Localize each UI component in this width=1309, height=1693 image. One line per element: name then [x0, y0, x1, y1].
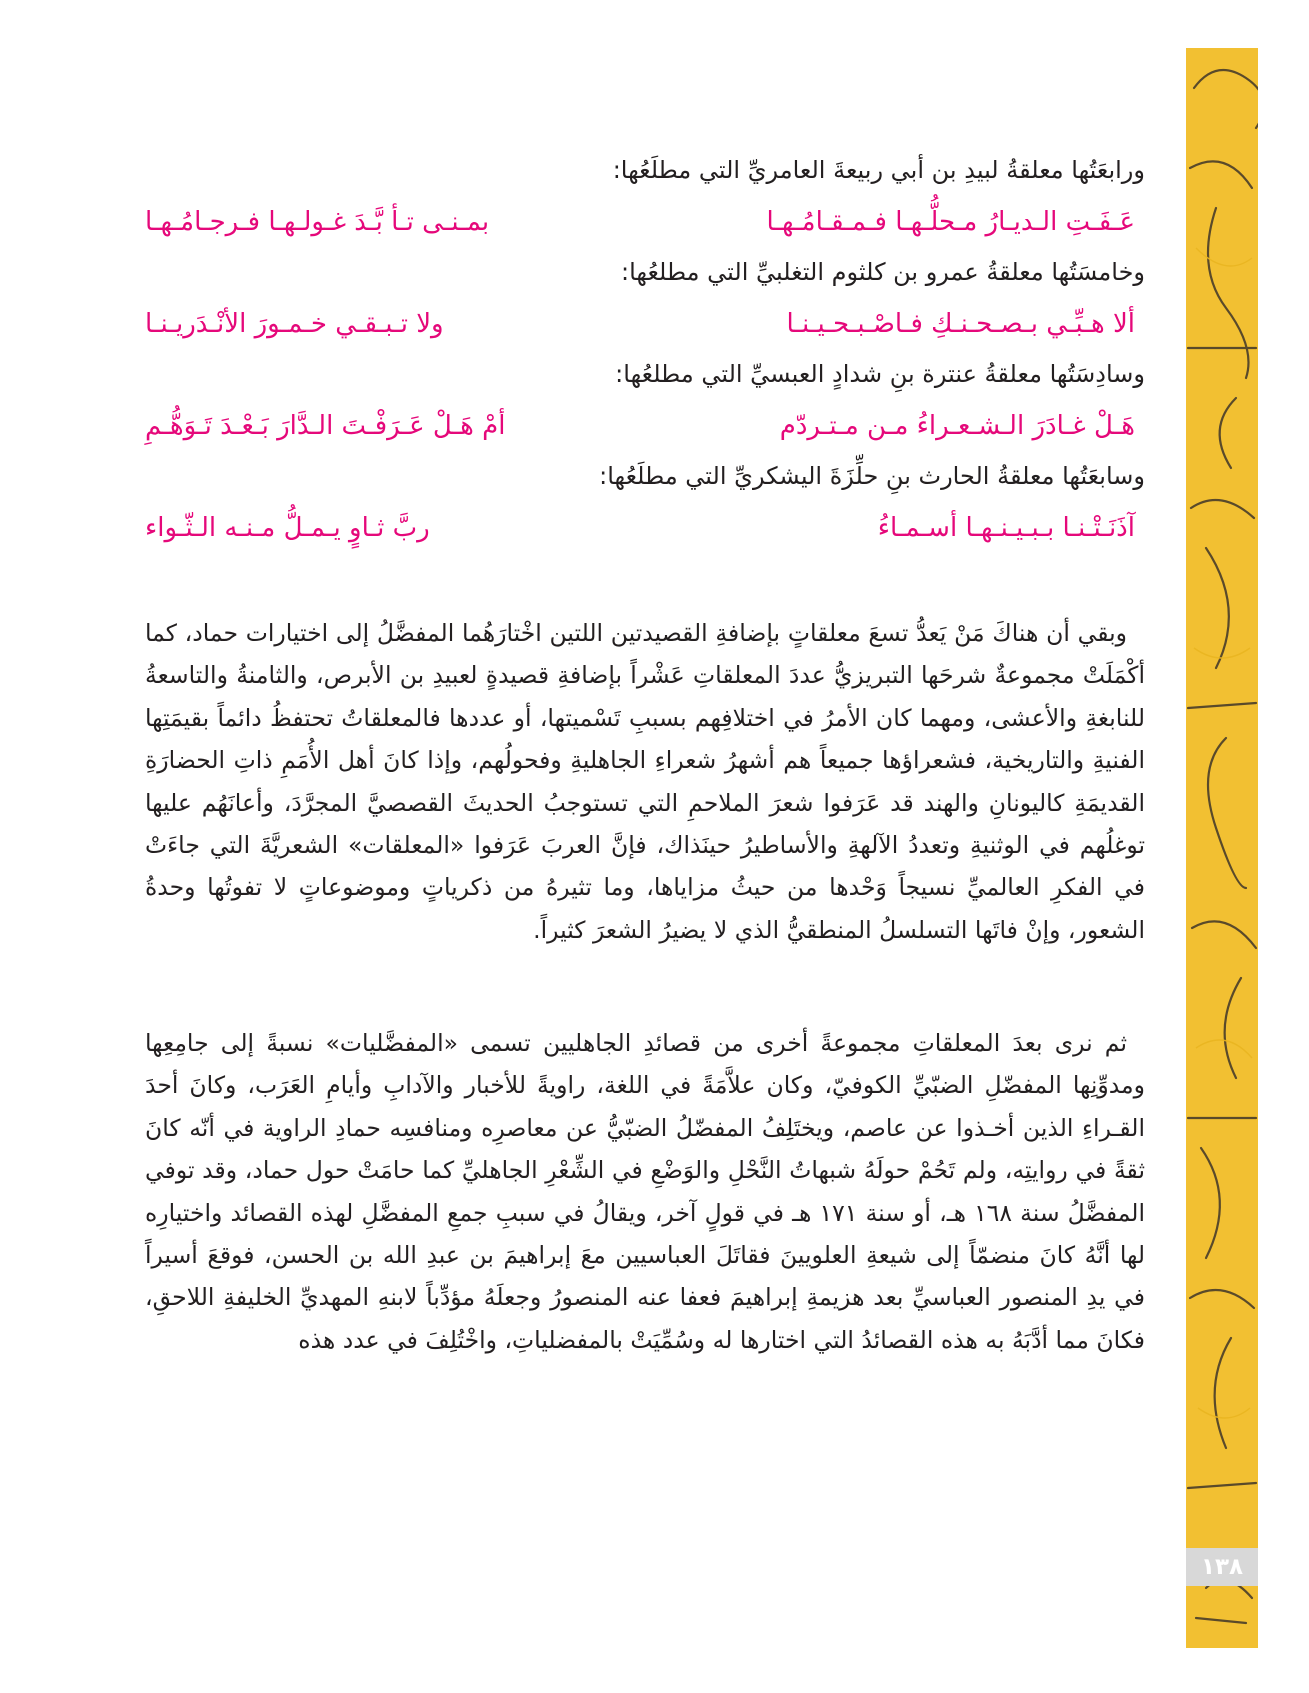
verse-second-hemistich: أمْ هَـلْ عَـرَفْـتَ الـدَّارَ بَـعْـدَ تَـوَهُّـمِ	[145, 411, 506, 441]
verse-first-hemistich: آذَنَـتْـنـا بـبـيـنـهـا أسـمـاءُ	[877, 513, 1135, 543]
verse-first-hemistich: عَـفَـتِ الـديـارُ مـحلُّـهـا فـمـقـامُـهـا	[766, 207, 1135, 237]
paragraph-text: وبقي أن هناكَ مَنْ يَعدُّ تسعَ معلقاتٍ بإضافةِ القصيدتين اللتين اخْتارَهُما المفضَّلُ إلى اختيارات حماد، كما أكْمَلَتْ مجموعةٌ شرحَها التبريزيُّ عددَ المعلقاتِ عَشْراً بإضافةِ قصيدةٍ لعبيدِ بن الأبرص، والثامنةُ والتاسعةُ للنابغةِ والأعشى، ومهما كان الأمرُ في اختلافِهم بسببِ تَسْميتها، أو عددها فالمعلقاتُ تحتفظُ دائماً بقيمَتِها الفنيةِ والتاريخية، فشعراؤها جميعاً هم أشهرُ شعراءِ الجاهليةِ وفحولُهم، وإذا كانَ أهل الأُمَمِ ذاتِ الحضارَةِ القديمَةِ كاليونانِ والهند قد عَرَفوا شعرَ الملاحمِ التي تستوجبُ الحديثَ القصصيَّ المجرَّدَ، وأعانَهُم عليها توغلُهم في الوثنيةِ وتعددُ الآلهةِ والأساطيرُ حينَذاك، فإنَّ العربَ عَرَفوا «المعلقات» الشعريَّةَ التي جاءَتْ في الفكرِ العالميِّ نسيجاً وَحْدها من حيثُ مزاياها، وما تثيرهُ من ذكرياتٍ وموضوعاتٍ لا تفوتُها وحدةُ الشعور، وإنْ فاتَها التسلسلُ المنطقيُّ الذي لا يضيرُ الشعرَ كثيراً.	[145, 619, 1145, 944]
verse-harith	[145, 509, 1145, 547]
verse-second-hemistich: ربَّ ثـاوٍ يـمـلُّ مـنـه الـثّـواء	[145, 513, 430, 543]
intro-line-5: وخامسَتُها معلقةُ عمرو بن كلثوم التغلبيِّ التي مطلعُها:	[620, 258, 1145, 286]
page-number: ١٣٨	[1186, 1548, 1258, 1586]
verse-lubayd	[145, 203, 1145, 241]
intro-line-6: وسادِسَتُها معلقةُ عنترة بنِ شدادٍ العبسيِّ التي مطلعُها:	[615, 360, 1145, 388]
verse-second-hemistich: ولا تـبـقـي خـمـورَ الأنْـدَريـنـا	[145, 309, 444, 339]
body-paragraph-1	[145, 612, 1145, 951]
verse-amr	[145, 305, 1145, 343]
paragraph-text: ثم نرى بعدَ المعلقاتِ مجموعةً أخرى من قصائدِ الجاهليين تسمى «المفضَّليات» نسبةً إلى جامِعِها ومدوِّنِها المفضّلِ الضبّيِّ الكوفيّ، وكان علاَّمَةً في اللغة، راويةً للأخبار والآدابِ وأيامِ العَرَب، وكانَ أحدَ القـراءِ الذين أخـذوا عن عاصم، ويختَلِفُ المفضّلُ الضبّيُّ عن معاصرِه ومنافسِه حمادِ الراوية في أنّه كانَ ثقةً في روايتِه، ولم تَحُمْ حولَهُ شبهاتُ النَّحْلِ والوَضْعِ في الشِّعْرِ الجاهليِّ كما حامَتْ حول حماد، وقد توفي المفضَّلُ سنة ١٦٨ هـ، أو سنة ١٧١ هـ في قولٍ آخر، ويقالُ في سببِ جمعِ المفضَّلِ لهذه القصائد واختيارِه لها أنَّهُ كانَ منضمّاً إلى شيعةِ العلويينَ فقاتَلَ العباسيين معَ إبراهيمَ بن عبدِ الله بن الحسن، فوقعَ أسيراً في يدِ المنصور العباسيِّ بعد هزيمةِ إبراهيمَ فعفا عنه المنصورُ وجعلَهُ مؤدِّباً لابنهِ المهديِّ الخليفةِ اللاحقِ، فكانَ مما أدَّبَهُ به هذه القصائدُ التي اختارها له وسُمِّيَتْ بالمفضلياتِ، واخْتُلِفَ في عدد هذه	[145, 1029, 1145, 1354]
verse-antara	[145, 407, 1145, 445]
verse-first-hemistich: ألا هـبِّـي بـصـحـنـكِ فـاصْـبـحـيـنـا	[786, 309, 1135, 339]
calligraphy-pattern-icon	[1186, 48, 1258, 1648]
verse-first-hemistich: هَـلْ غـادَرَ الـشـعـراءُ مـن مـتـردّم	[779, 411, 1135, 441]
verse-second-hemistich: بمـنـى تـأ بَّـدَ غـولـهـا فـرجـامُـهـا	[145, 207, 490, 237]
decorative-side-band	[1186, 48, 1258, 1648]
intro-line-7: وسابعَتُها معلقةُ الحارث بنِ حلِّزَةَ اليشكريِّ التي مطلَعُها:	[599, 462, 1145, 490]
poem-section	[145, 153, 1145, 547]
body-paragraph-2	[145, 1022, 1145, 1361]
intro-line-4: ورابعَتُها معلقةُ لبيدِ بن أبي ربيعةَ العامريِّ التي مطلَعُها:	[612, 156, 1145, 184]
